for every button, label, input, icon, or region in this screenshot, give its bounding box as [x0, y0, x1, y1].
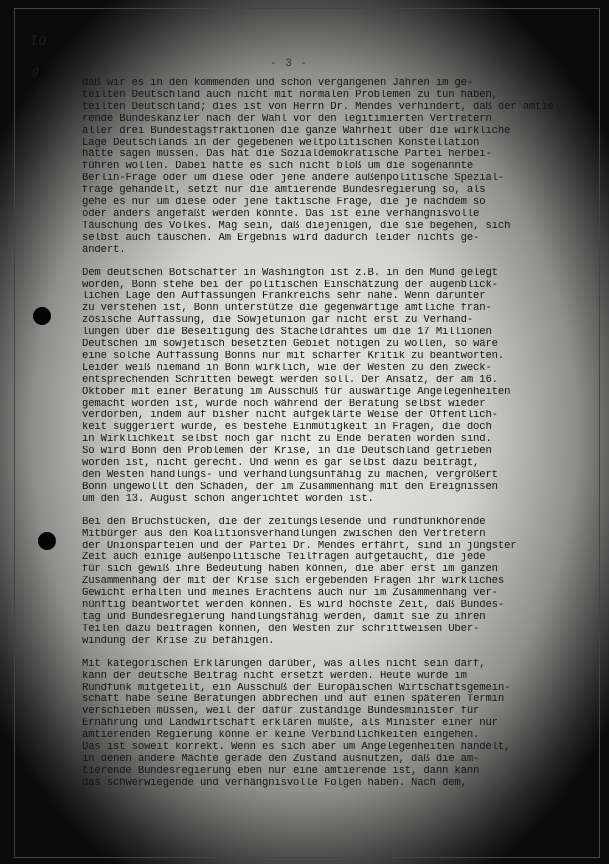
text-line: Deutschen im sowjetisch besetzten Gebiet nötigen zu wollen, so wäre: [82, 339, 498, 351]
text-line: keit suggeriert wurde, es bestehe Einmütigkeit in Fragen, die doch: [82, 422, 492, 434]
text-line: der Unionsparteien und der Partei Dr. Mendes erfährt, sind in jüngster: [82, 540, 517, 552]
text-line: lungen über die Beseitigung des Stacheldrahtes um die 17 Millionen: [82, 327, 492, 339]
text-line: windung der Krise zu befähigen.: [82, 635, 275, 647]
text-line: für sich gewiß ihre Bedeutung haben können, die aber erst im ganzen: [82, 564, 498, 576]
text-line: So wird Bonn den Problemen der Krise, in die Deutschland getrieben: [82, 446, 492, 458]
text-line: zu verstehen ist, Bonn unterstütze die gegenwärtige amtliche fran-: [82, 303, 492, 315]
paragraph-3: [82, 517, 562, 648]
punch-hole-upper: [33, 307, 51, 325]
page-number: - 3 -: [270, 58, 309, 70]
text-line: Bei den Bruchstücken, die der zeitungslesende und rundfunkhörende: [82, 516, 486, 528]
text-line: schaft habe seine Beratungen abbrechen und auf einen späteren Termin: [82, 694, 505, 706]
text-line: zösische Auffassung, die Sowjetunion gar nicht erst zu Verhand-: [82, 315, 474, 327]
text-line: ändert.: [82, 244, 126, 256]
paragraph-2: [82, 268, 562, 506]
text-line: um den 13. August schon angerichtet worden ist.: [82, 493, 374, 505]
text-line: hätte sagen müssen. Das hat die Sozialdemokratische Partei herbei-: [82, 149, 492, 161]
text-line: lichen Lage den Auffassungen Frankreichs sehr nahe. Wenn darunter: [82, 291, 486, 303]
text-line: Mit kategorischen Erklärungen darüber, was alles nicht sein darf,: [82, 658, 486, 670]
text-line: Lage Deutschlands in der gegebenen weltpolitischen Konstellation: [82, 137, 480, 149]
text-line: führen wollen. Dabei hätte es sich nicht bloß um die sogenannte: [82, 161, 474, 173]
text-line: worden ist, nicht gerecht. Und wenn es gar selbst dazu beiträgt,: [82, 458, 480, 470]
text-line: nünftig beantwortet werden können. Es wird höchste Zeit, daß Bundes-: [82, 600, 505, 612]
text-line: verdorben, indem auf bisher nicht aufgeklärte Weise der Öffentlich-: [82, 410, 498, 422]
text-line: teilten Deutschland; dies ist von Herrn Dr. Mendes verhindert, daß der amtie-: [82, 101, 560, 113]
text-line: Gewicht erhalten und meines Erachtens auch nur im Zusammenhang ver-: [82, 588, 498, 600]
text-line: Täuschung des Volkes. Mag sein, daß diejenigen, die sie begehen, sich: [82, 220, 511, 232]
text-line: frage gehandelt, setzt nur die amtierende Bundesregierung so, als: [82, 185, 486, 197]
text-line: Oktober mit einer Beratung im Ausschuß für auswärtige Angelegenheiten: [82, 386, 511, 398]
text-line: verschieben müssen, weil der dafür zuständige Bundesminister für: [82, 706, 480, 718]
text-line: in denen andere Mächte gerade den Zustand ausnutzen, daß die am-: [82, 753, 480, 765]
text-line: gehe es nur um diese oder jene taktische Frage, die je nachdem so: [82, 197, 486, 209]
text-line: amtierenden Regierung könne er keine Verbindlichkeiten eingehen.: [82, 730, 480, 742]
text-line: Zusammenhang der mit der Krise sich ergebenden Fragen ihr wirkliches: [82, 576, 505, 588]
text-line: kann der deutsche Beitrag nicht ersetzt werden. Heute wurde im: [82, 670, 467, 682]
text-line: Das ist soweit korrekt. Wenn es sich aber um Angelegenheiten handelt,: [82, 742, 511, 754]
text-line: den Westen handlungs- und verhandlungsunfähig zu machen, vergrößert: [82, 470, 498, 481]
text-line: Bonn ungewollt den Schaden, der im Zusammenhang mit den Ereignissen: [82, 481, 498, 493]
text-line: selbst auch täuschen. Am Ergebnis wird dadurch leider nichts ge-: [82, 232, 480, 244]
margin-note-top: 10: [30, 34, 47, 49]
text-line: Zeit auch einige außenpolitische Teilfragen aufgetaucht, die jede: [82, 552, 486, 564]
text-line: Berlin-Frage oder um diese oder jene andere außenpolitische Spezial-: [82, 173, 505, 185]
text-line: eine solche Auffassung Bonns nur mit scharfer Kritik zu beantworten.: [82, 350, 505, 362]
text-line: tierende Bundesregierung eben nur eine amtierende ist, dann kann: [82, 765, 480, 777]
text-line: Mitbürger aus den Koalitionsverhandlungen zwischen den Vertretern: [82, 528, 486, 540]
margin-note-sub: g: [32, 64, 40, 77]
text-line: Rundfunk mitgeteilt, ein Ausschuß der Europäischen Wirtschaftsgemein-: [82, 682, 511, 694]
text-line: das schwerwiegende und verhängnisvolle Folgen haben. Nach dem,: [82, 777, 467, 789]
text-line: aller drei Bundestagsfraktionen die ganze Wahrheit über die wirkliche: [82, 125, 511, 137]
text-line: oder anders angefaßt werden könnte. Das ist eine verhängnisvolle: [82, 208, 480, 220]
paragraph-1: [82, 78, 562, 257]
text-line: teilten Deutschland auch nicht mit normalen Problemen zu tun haben,: [82, 89, 498, 101]
text-line: entsprechenden Schritten bewegt werden soll. Der Ansatz, der am 16.: [82, 374, 498, 386]
document-body: [82, 78, 562, 801]
paragraph-4: [82, 659, 562, 790]
text-line: Dem deutschen Botschafter in Washington ist z.B. in den Mund gelegt: [82, 267, 498, 279]
text-line: Teilen dazu beitragen können, den Westen zur schrittweisen Über-: [82, 623, 480, 635]
text-line: Ernährung und Landwirtschaft erklären mußte, als Minister einer nur: [82, 718, 498, 730]
text-line: Leider weiß niemand in Bonn wirklich, wie der Westen zu den zweck-: [82, 362, 492, 374]
text-line: tag und Bundesregierung handlungsfähig werden, damit sie zu ihren: [82, 611, 486, 623]
text-line: gemacht worden ist, wurde noch während der Beratung selbst wieder: [82, 398, 486, 410]
text-line: rende Bundeskanzler nach der Wahl vor den legitimierten Vertretern: [82, 113, 492, 125]
text-line: worden, Bonn stehe bei der politischen Einschätzung der augenblick-: [82, 279, 498, 291]
text-line: in Wirklichkeit selbst noch gar nicht zu Ende beraten worden sind.: [82, 434, 492, 446]
punch-hole-lower: [38, 532, 56, 550]
text-line: daß wir es in den kommenden und schon vergangenen Jahren im ge-: [82, 78, 474, 89]
